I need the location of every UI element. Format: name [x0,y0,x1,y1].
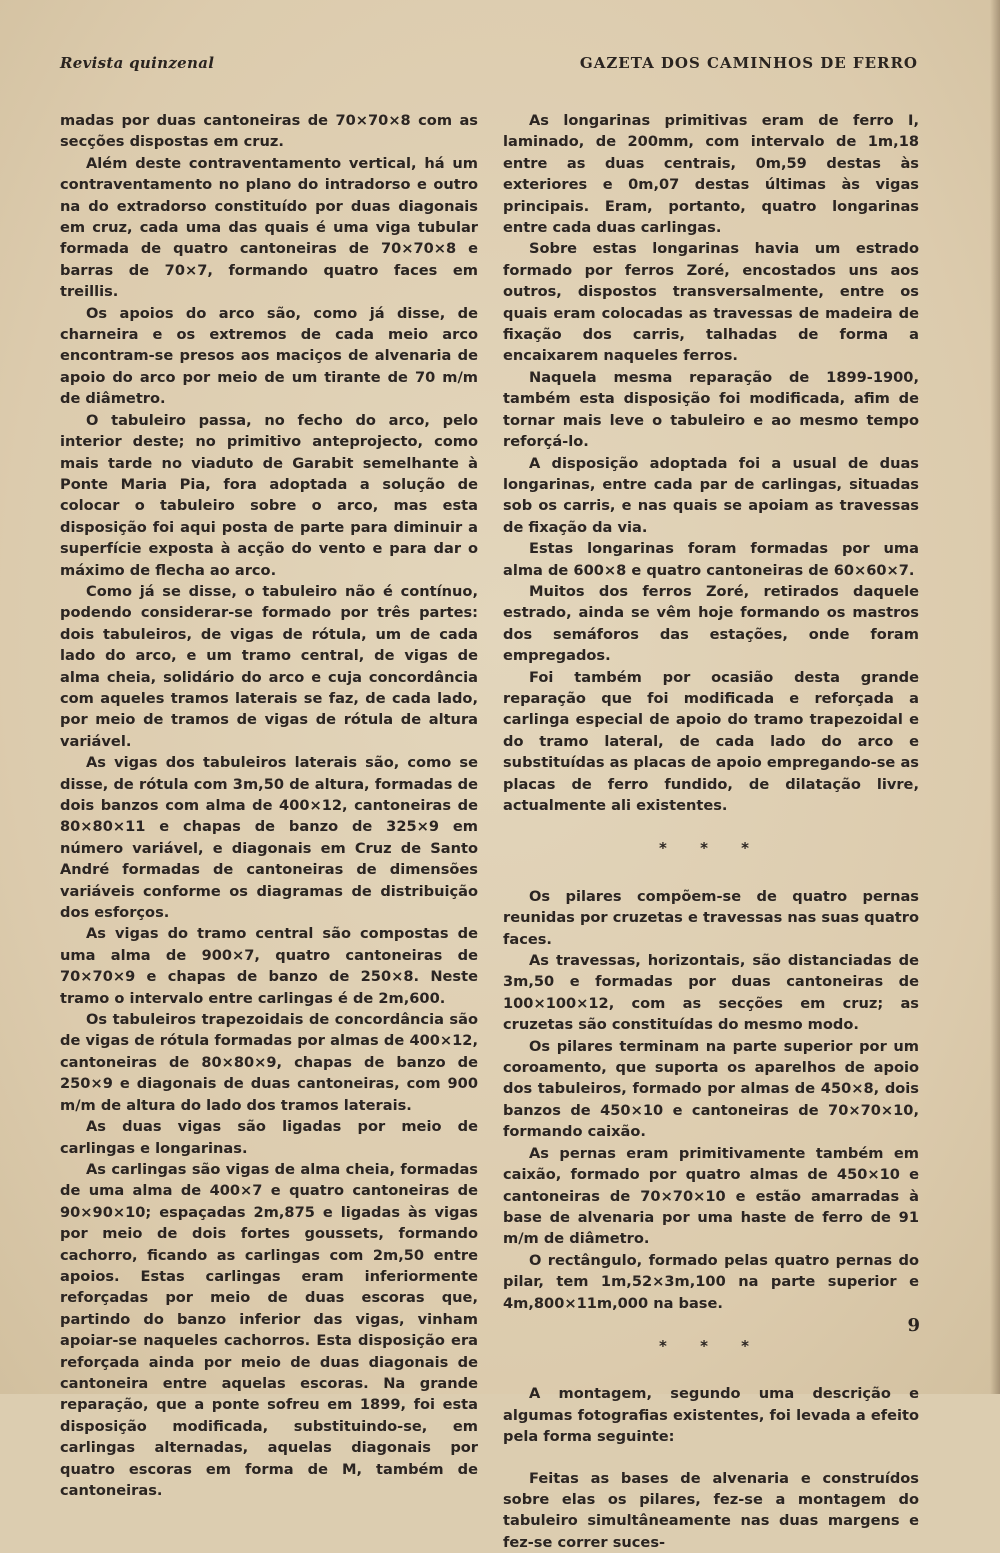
paragraph: As duas vigas são ligadas por meio de carlingas e longarinas. [60,1118,478,1157]
paragraph: A disposição adoptada foi a usual de duas longarinas, entre cada par de carlingas, situadas sob os carris, e nas quais se apoiam as travessas de fixação da via. [503,454,919,536]
page-number: 9 [907,1315,920,1336]
paragraph: madas por duas cantoneiras de 70×70×8 com as secções dispostas em cruz. [60,112,478,151]
paragraph: Estas longarinas foram formadas por uma alma de 600×8 e quatro cantoneiras de 60×60×7. [503,540,919,579]
paragraph: Sobre estas longarinas havia um estrado formado por ferros Zoré, encostados uns aos outros, dispostos transversalmente, entre os quais eram colocadas as travessas de madeira de fixação dos carris, talhadas de forma a encaixarem naqueles ferros. [503,240,919,365]
paragraph: Os apoios do arco são, como já disse, de charneira e os extremos de cada meio arco encontram-se presos aos maciços de alvenaria de apoio do arco por meio de um tirante de 70 m/m de diâmetro. [60,304,478,408]
paragraph: Os tabuleiros trapezoidais de concordância são de vigas de rótula formadas por almas de 400×12, cantoneiras de 80×80×9, chapas de banzo de 250×9 e diagonais de duas cantoneiras, com 900 m/m de altura do lado dos tramos laterais. [60,1011,478,1114]
paragraph: As pernas eram primitivamente também em caixão, formado por quatro almas de 450×10 e cantoneiras de 70×70×10 e estão amarradas à base de alvenaria por uma haste de ferro de 91 m/m de diâmetro. [503,1144,919,1248]
paragraph: O tabuleiro passa, no fecho do arco, pelo interior deste; no primitivo anteprojecto, como mais tarde no viaduto de Garabit semelhante à Ponte Maria Pia, fora adoptada a solução de colocar o tabuleiro sobre o arco, mas esta disposição foi aqui posta de parte para diminuir a superfície exposta à acção do vento e para dar o máximo de flecha ao arco. [60,411,478,579]
left-column [60,110,478,1501]
header-left: Revista quinzenal [60,54,215,72]
paragraph: O rectângulo, formado pelas quatro pernas do pilar, tem 1m,52×3m,100 na parte superior e 4m,800×11m,000 na base. [503,1251,919,1312]
header-right: GAZETA DOS CAMINHOS DE FERRO [579,54,918,72]
page-edge-shadow [990,0,1000,1394]
paragraph: As vigas dos tabuleiros laterais são, como se disse, de rótula com 3m,50 de altura, formadas de dois banzos com alma de 400×12, cantoneiras de 80×80×11 e chapas de banzo de 325×9 em número variável, e diagonais em Cruz de Santo André formadas de cantoneiras de dimensões variáveis conforme os diagramas de distribuição dos esforços. [60,754,478,922]
paragraph: A montagem, segundo uma descrição e algumas fotografias existentes, foi levada a efeito pela forma seguinte: [503,1385,919,1446]
paragraph: As vigas do tramo central são compostas de uma alma de 900×7, quatro cantoneiras de 70×70×9 e chapas de banzo de 250×8. Neste tramo o intervalo entre carlingas é de 2m,600. [60,925,478,1007]
paragraph: As longarinas primitivas eram de ferro I, laminado, de 200mm, com intervalo de 1m,18 entre as duas centrais, 0m,59 destas às exteriores e 0m,07 destas últimas às vigas principais. Eram, portanto, quatro longarinas entre cada duas carlingas. [503,112,919,237]
paragraph: Feitas as bases de alvenaria e construídos sobre elas os pilares, fez-se a montagem do tabuleiro simultâneamente nas duas margens e fez-se correr suces- [503,1469,919,1551]
paragraph: Naquela mesma reparação de 1899-1900, também esta disposição foi modificada, afim de tornar mais leve o tabuleiro e ao mesmo tempo reforçá-lo. [503,368,919,451]
paragraph: Foi também por ocasião desta grande reparação que foi modificada e reforçada a carlinga especial de apoio do tramo trapezoidal e do tramo lateral, de cada lado do arco e substituídas as placas de apoio empregando-se as placas de ferro fundido, de dilatação livre, actualmente ali existentes. [503,668,919,814]
right-column [503,110,919,1553]
paragraph: As travessas, horizontais, são distanciadas de 3m,50 e formadas por duas cantoneiras de 100×100×12, com as secções em cruz; as cruzetas são constituídas do mesmo modo. [503,952,919,1034]
paragraph: Os pilares compõem-se de quatro pernas reunidas por cruzetas e travessas nas suas quatro faces. [503,887,919,948]
section-separator: * * * [659,1336,763,1355]
paragraph: Como já se disse, o tabuleiro não é contínuo, podendo considerar-se formado por três partes: dois tabuleiros, de vigas de rótula, um de cada lado do arco, e um tramo central, de vigas de alma cheia, solidário do arco e cuja concordância com aqueles tramos laterais se faz, de cada lado, por meio de tramos de vigas de rótula de altura variável. [60,582,478,750]
paragraph: As carlingas são vigas de alma cheia, formadas de uma alma de 400×7 e quatro cantoneiras de 90×90×10; espaçadas 2m,875 e ligadas às vigas por meio de dois fortes goussets, formando cachorro, ficando as carlingas com 2m,50 entre apoios. Estas carlingas eram inferiormente reforçadas por meio de duas escoras que, partindo do banzo inferior das vigas, vinham apoiar-se naqueles cachorros. Esta disposição era reforçada ainda por meio de duas diagonais de cantoneira entre aquelas escoras. Na grande reparação, que a ponte sofreu em 1899, foi esta disposição modificada, substituindo-se, em carlingas alternadas, aquelas diagonais por quatro escoras em forma de M, também de cantoneiras. [60,1160,478,1499]
section-separator: * * * [659,839,763,858]
paragraph: Muitos dos ferros Zoré, retirados daquele estrado, ainda se vêm hoje formando os mastros dos semáforos das estações, onde foram empregados. [503,582,919,665]
paragraph: Os pilares terminam na parte superior por um coroamento, que suporta os aparelhos de apoio dos tabuleiros, formado por almas de 450×8, dois banzos de 450×10 e cantoneiras de 70×70×10, formando caixão. [503,1037,919,1141]
running-header [60,44,918,72]
paragraph: Além deste contraventamento vertical, há um contraventamento no plano do intradorso e outro na do extradorso constituído por duas diagonais em cruz, cada uma das quais é uma viga tubular formada de quatro cantoneiras de 70×70×8 e barras de 70×7, formando quatro faces em treillis. [60,154,478,301]
